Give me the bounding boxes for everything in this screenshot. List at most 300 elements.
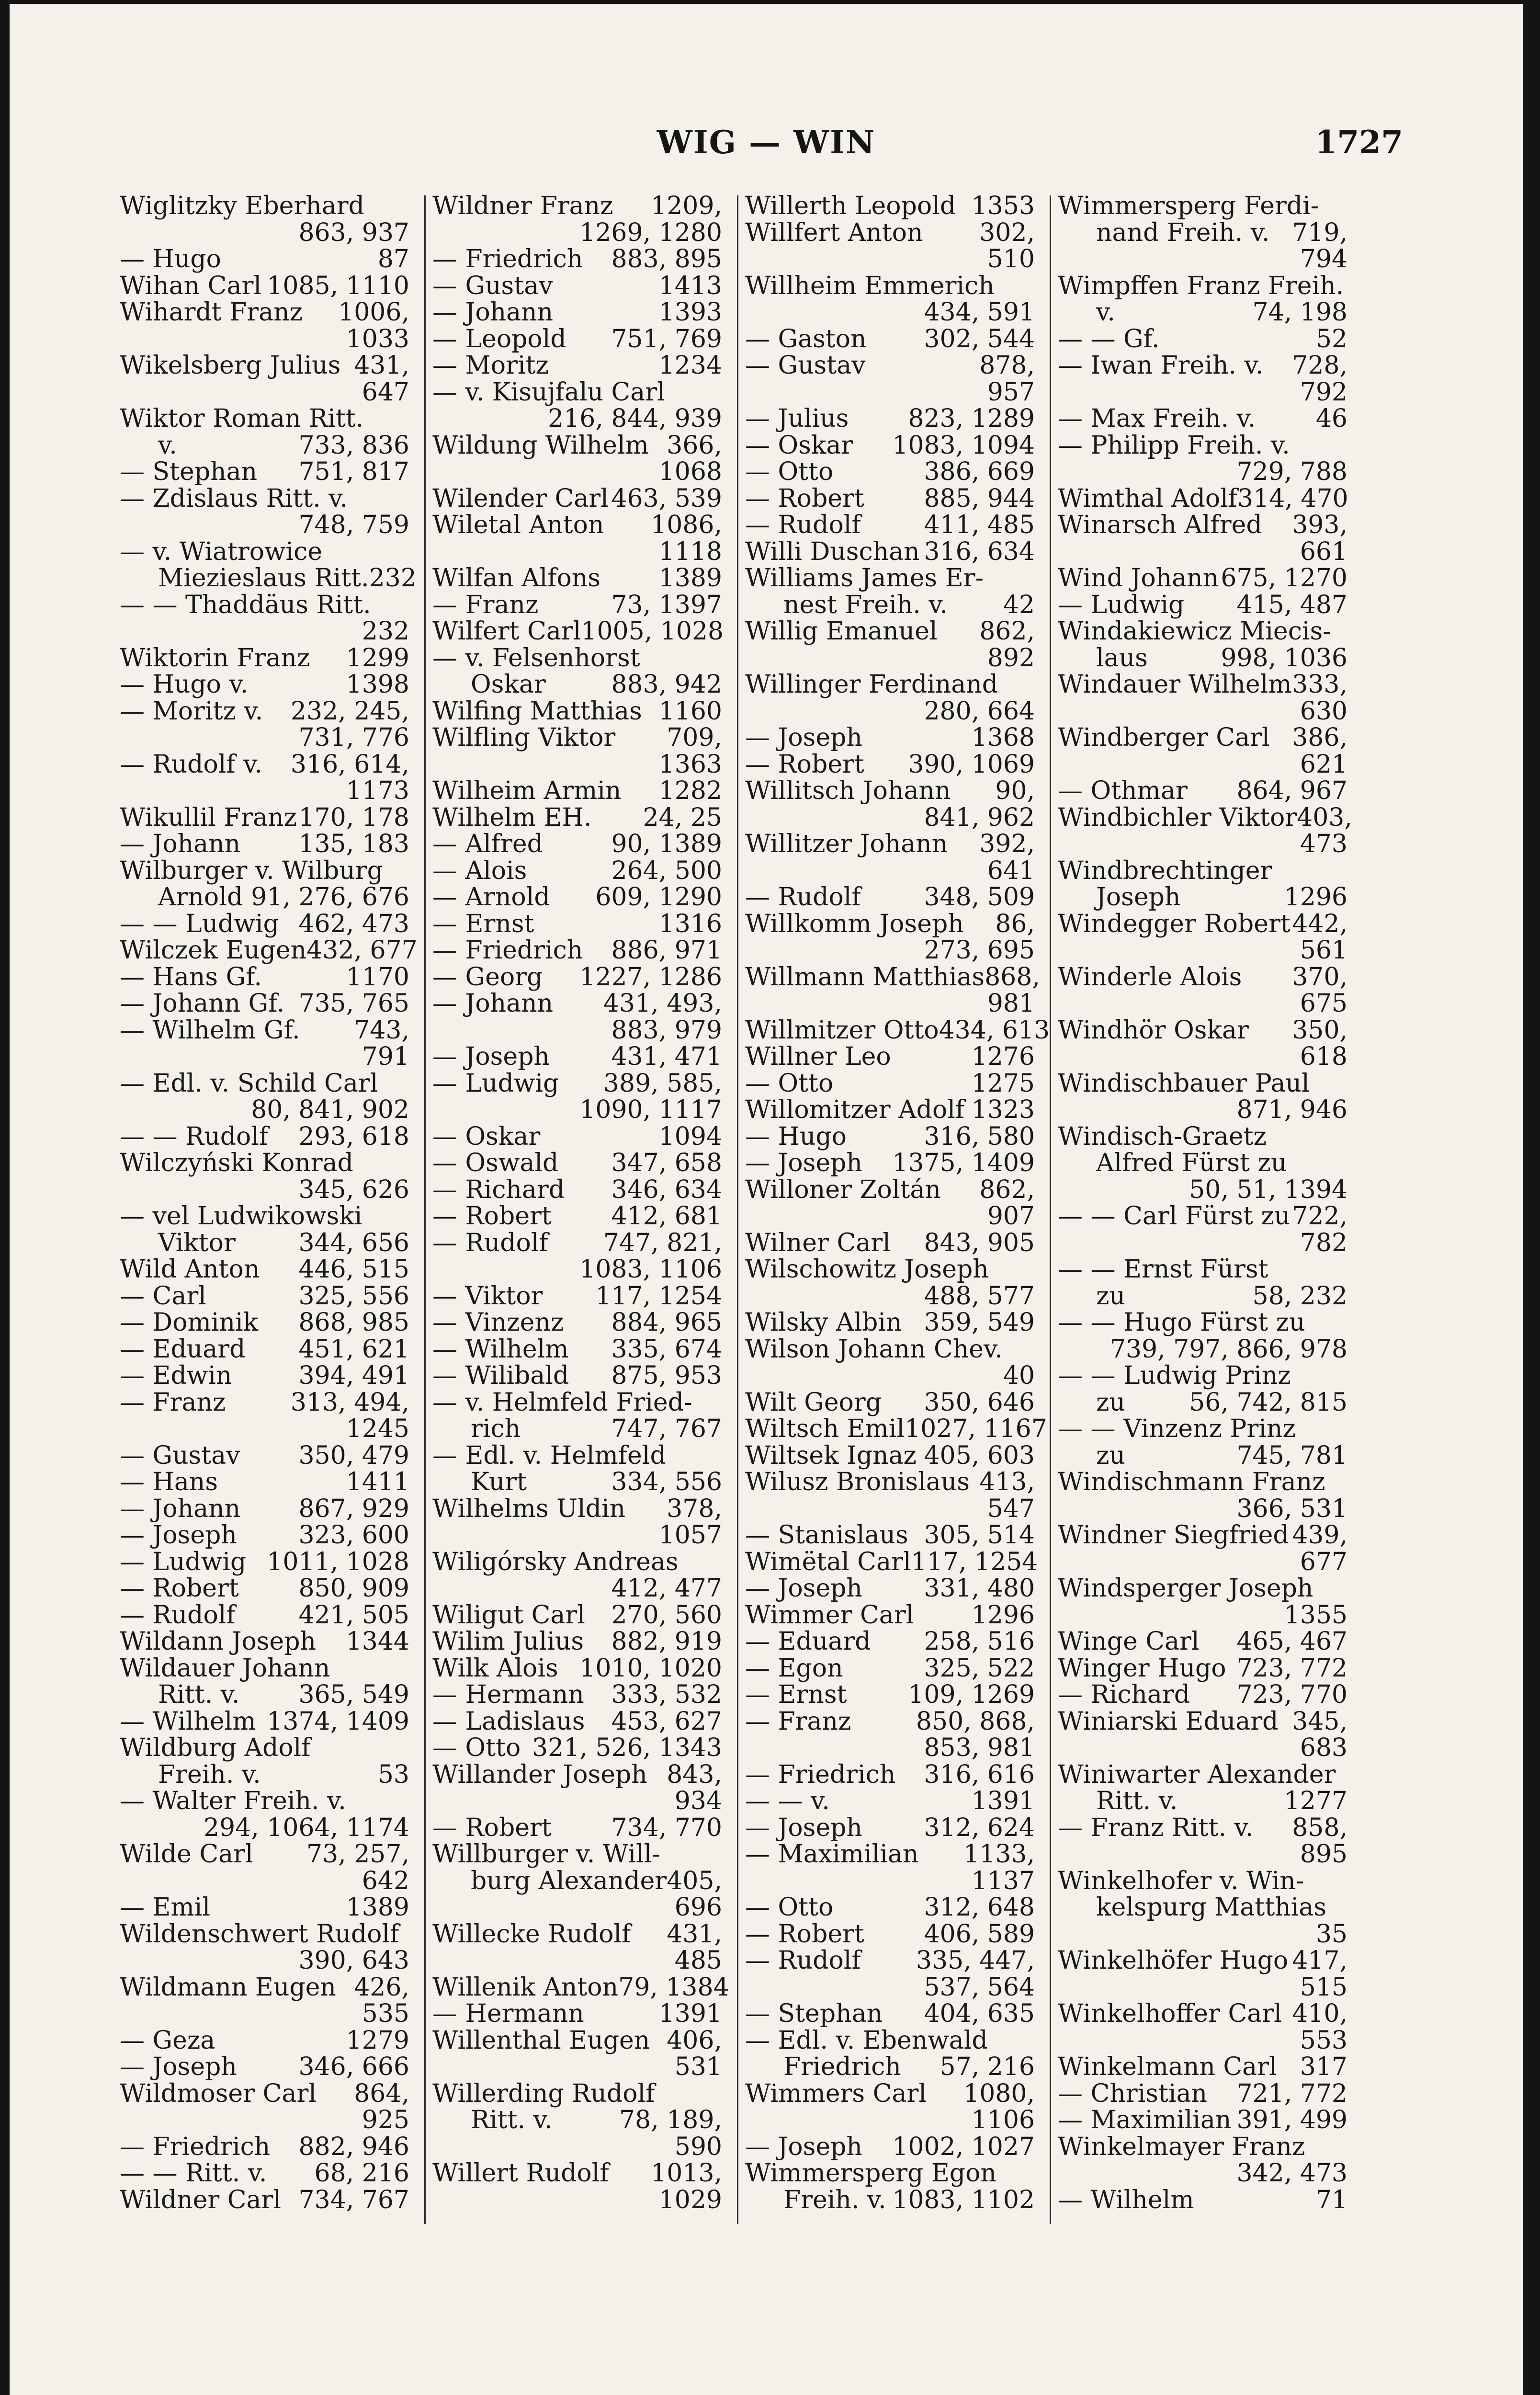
entry-page-refs: 907 (987, 1202, 1035, 1231)
index-entry-line (432, 884, 722, 911)
index-entry (1058, 911, 1348, 964)
entry-page-refs: 391, 499 (1236, 2106, 1348, 2134)
index-entry (745, 486, 1035, 513)
entry-name: Wimmers Carl (745, 2079, 927, 2108)
entry-page-refs: 317 (1300, 2053, 1348, 2081)
entry-page-refs: 78, 189, (619, 2106, 722, 2134)
entry-page-refs: 334, 556 (611, 1468, 722, 1496)
entry-page-refs: 531 (674, 2053, 722, 2081)
index-entry-line (745, 2134, 1035, 2161)
entry-name: Windner Siegfried (1058, 1521, 1289, 1550)
entry-page-refs: 1389 (346, 1893, 409, 1922)
index-entry-line (120, 2160, 409, 2187)
entry-name: Willmann Matthias (745, 962, 985, 992)
entry-name: — Wilibald (432, 1361, 569, 1390)
entry-page-refs: 394, 491 (298, 1361, 409, 1390)
entry-name: — Johann (432, 298, 554, 327)
index-entry-line (1058, 406, 1348, 433)
index-entry-line (1058, 778, 1348, 805)
index-entry (120, 1310, 409, 1336)
entry-page-refs: 216, 844, 939 (548, 404, 722, 433)
index-entry (745, 1015, 1050, 1045)
entry-page-refs: 853, 981 (924, 1734, 1035, 1762)
entry-name: — Wilhelm (1058, 2185, 1194, 2214)
index-entry-line: Windbrechtinger (1058, 856, 1272, 885)
index-entry (120, 1336, 409, 1363)
entry-name: Wilusz Bronislaus (745, 1468, 970, 1496)
entry-page-refs: 1137 (971, 1866, 1035, 1895)
entry-name: — Robert (745, 484, 864, 513)
entry-page-refs: 1133, (963, 1840, 1035, 1869)
index-entry (745, 1230, 1035, 1257)
index-entry-line (432, 1815, 722, 1842)
entry-page-refs: 1393 (658, 298, 722, 327)
entry-page-refs: 403, (1297, 803, 1352, 832)
entry-name: Willner Leo (745, 1042, 891, 1071)
index-entry-line (120, 831, 409, 858)
index-entry-line (120, 991, 409, 1017)
index-entry-line (1058, 1017, 1348, 1044)
index-entry-line: Wilczyński Konrad (120, 1149, 353, 1177)
entry-name: — Wilhelm (120, 1707, 256, 1736)
index-entry-line (120, 1549, 409, 1576)
entry-page-refs: 35 (1315, 1919, 1348, 1949)
entry-name: Willmitzer Otto (745, 1015, 939, 1045)
entry-name: Wiktorin Franz (120, 643, 310, 673)
index-entry (745, 539, 1035, 566)
index-entry-line (745, 1071, 1035, 1097)
entry-name: Willecke Rudolf (432, 1919, 631, 1949)
index-entry-line (745, 1310, 1035, 1336)
index-entry (120, 1841, 409, 1894)
entry-page-refs: 366, (667, 431, 722, 460)
entry-page-refs: 333, 532 (611, 1680, 722, 1709)
entry-page-refs: 421, 505 (298, 1600, 409, 1630)
entry-page-refs: 350, 479 (298, 1441, 409, 1470)
entry-page-refs: 365, 549 (298, 1680, 409, 1709)
index-entry-line (745, 1762, 1035, 1789)
entry-page-refs: 1269, 1280 (579, 218, 722, 247)
entry-name: v. (158, 431, 177, 460)
index-entry-line (1058, 725, 1348, 752)
index-entry (745, 1124, 1035, 1151)
index-entry (120, 1522, 409, 1549)
entry-name: — Alois (432, 856, 527, 885)
index-entry (1058, 512, 1348, 565)
index-entry (1058, 1017, 1348, 1071)
index-entry-line (432, 1177, 722, 1204)
index-entry (120, 406, 409, 459)
index-entry (432, 1602, 722, 1629)
entry-name: Wimmer Carl (745, 1600, 914, 1630)
entry-page-refs: 73, 257, (306, 1840, 409, 1869)
entry-page-refs: 609, 1290 (595, 883, 722, 912)
index-entry (1058, 1363, 1348, 1416)
index-entry (1058, 778, 1348, 805)
entry-page-refs: 1010, 1020 (579, 1654, 722, 1683)
index-entry (432, 353, 722, 379)
entry-page-refs: 1276 (971, 1042, 1035, 1071)
index-entry (745, 752, 1035, 778)
index-entry-line (432, 937, 722, 964)
index-entry (120, 2134, 409, 2161)
index-entry-line (432, 1762, 722, 1789)
entry-page-refs: 1170 (346, 962, 409, 992)
entry-name: — Gustav (120, 1441, 240, 1470)
entry-page-refs: 68, 216 (314, 2159, 409, 2188)
entry-page-refs: 462, 473 (298, 909, 409, 938)
entry-page-refs: 1160 (658, 696, 722, 726)
index-entry-line (120, 1336, 409, 1363)
index-entry-line (745, 1682, 1035, 1709)
index-entry (745, 512, 1035, 539)
entry-page-refs: 862, (979, 617, 1035, 646)
entry-page-refs: 56, 742, 815 (1189, 1388, 1348, 1417)
entry-page-refs: 885, 944 (924, 484, 1035, 513)
index-entry (1058, 2134, 1348, 2187)
index-entry-line (432, 1655, 722, 1682)
entry-page-refs: 1296 (971, 1600, 1035, 1630)
index-entry-line (120, 1974, 409, 2001)
entry-name: — Joseph (745, 2132, 862, 2161)
index-entry-line: Windischmann Franz (1058, 1468, 1325, 1496)
entry-name: Windberger Carl (1058, 723, 1270, 752)
index-entry (745, 618, 1035, 672)
entry-name: Joseph (1096, 883, 1181, 912)
index-column-4 (1058, 192, 1352, 2214)
index-entry (120, 1390, 409, 1443)
index-entry-line (745, 1230, 1035, 1257)
index-entry (1058, 803, 1352, 858)
entry-name: Willi Duschan (745, 537, 920, 566)
index-entry-line (120, 1709, 409, 1735)
index-entry-line: Wilson Johann Chev. (745, 1334, 1003, 1364)
index-entry-line (1058, 299, 1348, 326)
entry-name: — — Rudolf (120, 1122, 269, 1151)
index-entry-line: — v. Wiatrowice (120, 537, 323, 566)
entry-name: Wilheim Armin (432, 776, 622, 805)
entry-page-refs: 417, (1292, 1946, 1348, 1975)
entry-page-refs: 344, 656 (298, 1228, 409, 1257)
entry-name: Winger Hugo (1058, 1654, 1226, 1683)
index-entry-line (1058, 645, 1348, 672)
index-entry (1058, 1310, 1348, 1363)
index-entry-line (432, 1496, 722, 1523)
index-entry (432, 1283, 722, 1310)
index-entry-line (745, 459, 1035, 486)
index-entry-line (120, 459, 409, 486)
entry-page-refs: 510 (987, 245, 1035, 274)
entry-page-refs: 884, 965 (611, 1308, 722, 1337)
index-entry (1058, 1416, 1348, 1469)
entry-page-refs: 1374, 1409 (267, 1707, 409, 1736)
entry-page-refs: 729, 788 (1236, 457, 1348, 486)
index-entry-line: Windsperger Joseph (1058, 1574, 1314, 1603)
index-entry-line (432, 831, 722, 858)
index-entry (120, 273, 409, 300)
index-entry-line (120, 1602, 409, 1629)
entry-page-refs: 316, 580 (924, 1122, 1035, 1151)
entry-page-refs: 378, (667, 1494, 722, 1523)
index-entry (745, 565, 1035, 618)
entry-page-refs: 390, 1069 (908, 750, 1035, 779)
index-entry (745, 1629, 1035, 1655)
entry-page-refs: 743, (354, 1015, 409, 1045)
index-entry (745, 1097, 1035, 1124)
entry-name: — Othmar (1058, 776, 1188, 805)
index-entry-line: Alfred Fürst zu (1096, 1149, 1287, 1177)
index-entry-line: Wimmersperg Egon (745, 2159, 996, 2188)
index-entry (432, 246, 722, 273)
index-entry (432, 911, 722, 938)
entry-page-refs: 723, 772 (1236, 1654, 1348, 1683)
index-entry (745, 1071, 1035, 1097)
index-entry-line (432, 1973, 729, 2002)
entry-page-refs: 390, 643 (298, 1946, 409, 1975)
entry-page-refs: 850, 868, (916, 1707, 1035, 1736)
entry-page-refs: 1368 (971, 723, 1035, 752)
entry-page-refs: 453, 627 (611, 1707, 722, 1736)
entry-page-refs: 109, 1269 (908, 1680, 1035, 1709)
entry-page-refs: 302, 544 (924, 324, 1035, 354)
entry-page-refs: 73, 1397 (611, 590, 722, 619)
index-entry-line (432, 1310, 722, 1336)
entry-page-refs: 323, 600 (298, 1521, 409, 1550)
index-entry-line: Windischbauer Paul (1058, 1069, 1310, 1098)
entry-name: Winarsch Alfred (1058, 511, 1262, 539)
entry-page-refs: 50, 51, 1394 (1189, 1175, 1348, 1204)
entry-page-refs: 90, 1389 (611, 830, 722, 858)
index-entry (1058, 2001, 1348, 2054)
entry-name: Willomitzer Adolf (745, 1095, 965, 1124)
entry-page-refs: 86, (995, 909, 1035, 938)
index-entry (432, 1150, 722, 1177)
entry-page-refs: 1279 (346, 2026, 409, 2055)
entry-page-refs: 641 (987, 856, 1035, 885)
index-entry-line (745, 1443, 1035, 1470)
entry-page-refs: 350, 646 (924, 1388, 1035, 1417)
entry-name: Willoner Zoltán (745, 1175, 941, 1204)
index-entry-line (120, 964, 409, 991)
index-entry-line (120, 698, 409, 725)
index-entry-line (1058, 1283, 1348, 1310)
index-entry (120, 1735, 409, 1788)
index-entry (745, 433, 1035, 459)
index-entry (745, 1443, 1035, 1470)
index-entry (1058, 672, 1348, 725)
entry-name: — Leopold (432, 324, 566, 354)
entry-name: — Otto (745, 1069, 834, 1098)
entry-name: nest Freih. v. (783, 590, 948, 619)
entry-name: — Julius (745, 404, 849, 433)
entry-page-refs: 1083, 1094 (892, 431, 1035, 460)
entry-page-refs: 312, 648 (924, 1893, 1035, 1922)
index-entry-line: Wilburger v. Wilburg (120, 856, 383, 885)
index-entry (432, 645, 722, 698)
index-entry-line (745, 1390, 1035, 1416)
entry-page-refs: 431, 471 (611, 1042, 722, 1071)
index-entry-line: Willerding Rudolf (432, 2079, 655, 2108)
entry-name: zu (1096, 1388, 1125, 1417)
entry-name: Wilsky Albin (745, 1308, 902, 1337)
index-entry (745, 220, 1035, 273)
index-entry-line (1058, 1682, 1348, 1709)
index-entry (432, 326, 722, 353)
index-entry-line (1058, 1390, 1348, 1416)
index-entry-line (120, 1894, 409, 1921)
index-entry-line (120, 246, 409, 273)
index-entry-line (745, 618, 1035, 645)
entry-page-refs: 431, (667, 1919, 722, 1949)
index-entry-line (120, 1762, 409, 1789)
index-entry (745, 1336, 1035, 1390)
entry-name: — Max Freih. v. (1058, 404, 1256, 433)
index-entry (432, 884, 722, 911)
entry-page-refs: 871, 946 (1236, 1095, 1348, 1124)
entry-page-refs: 792 (1300, 377, 1348, 407)
index-entry (432, 1762, 722, 1815)
index-entry (745, 1948, 1035, 2001)
index-entry-line (1058, 911, 1348, 938)
index-entry (432, 433, 722, 486)
index-entry (745, 1522, 1035, 1549)
index-entry-line: Wiktor Roman Ritt. (120, 404, 364, 433)
index-entry (1058, 2081, 1348, 2108)
index-entry (745, 1709, 1035, 1762)
entry-page-refs: 1391 (971, 1787, 1035, 1815)
index-entry-line (432, 2028, 722, 2054)
entry-name: rich (471, 1414, 521, 1443)
entry-page-refs: 325, 556 (298, 1281, 409, 1311)
index-entry (745, 1682, 1035, 1709)
entry-name: — — Gf. (1058, 324, 1160, 354)
entry-page-refs: 389, 585, (603, 1069, 722, 1098)
entry-name: — Ladislaus (432, 1707, 585, 1736)
entry-page-refs: 405, 603 (924, 1441, 1035, 1470)
entry-page-refs: 348, 509 (924, 883, 1035, 912)
index-entry (432, 486, 722, 513)
entry-page-refs: 335, 447, (916, 1946, 1035, 1975)
index-entry-line (1058, 803, 1352, 832)
index-entry (120, 1974, 409, 2028)
index-entry (745, 1788, 1035, 1815)
entry-page-refs: 998, 1036 (1221, 643, 1348, 673)
entry-name: Winkelmann Carl (1058, 2053, 1277, 2081)
entry-page-refs: 841, 962 (924, 803, 1035, 832)
index-entry-line: Wildburg Adolf (120, 1734, 311, 1762)
index-entry-line (1058, 964, 1348, 991)
entry-page-refs: 316, 634 (924, 537, 1035, 566)
entry-page-refs: 1234 (658, 351, 722, 380)
index-entry (1058, 193, 1348, 273)
entry-page-refs: 117, 1254 (595, 1281, 722, 1311)
entry-page-refs: 346, 634 (611, 1175, 722, 1204)
index-entry-line (1058, 2081, 1348, 2108)
entry-page-refs: 1106 (971, 2106, 1035, 2134)
index-entry-line (745, 1602, 1035, 1629)
entry-page-refs: 313, 494, (290, 1388, 409, 1417)
index-entry (745, 1044, 1035, 1071)
entry-name: Arnold (158, 883, 243, 912)
entry-name: Willenthal Eugen (432, 2026, 650, 2055)
index-column-3 (745, 192, 1050, 2214)
entry-name: — Hermann (432, 1999, 584, 2028)
index-entry (1058, 2107, 1348, 2134)
index-entry-line (745, 778, 1035, 805)
index-entry (745, 962, 1040, 1018)
index-entry (745, 1894, 1035, 1921)
index-entry (120, 1124, 409, 1151)
index-entry (745, 1414, 1047, 1443)
index-entry (432, 273, 722, 300)
index-entry (1058, 1709, 1348, 1762)
index-entry-line (120, 1124, 409, 1151)
entry-page-refs: 314, 470 (1237, 484, 1348, 513)
index-entry (432, 778, 722, 805)
index-entry (745, 2028, 1035, 2081)
entry-name: Wiligut Carl (432, 1600, 585, 1630)
entry-page-refs: 843, (667, 1760, 722, 1789)
entry-page-refs: 782 (1300, 1228, 1348, 1257)
entry-name: — — Ludwig (120, 909, 279, 938)
index-entry (745, 831, 1035, 884)
index-entry (432, 964, 722, 991)
index-entry (745, 406, 1035, 433)
index-entry (120, 698, 409, 752)
index-entry (120, 193, 409, 246)
index-entry (120, 537, 417, 593)
index-entry (120, 1602, 409, 1629)
index-entry (1058, 1124, 1348, 1204)
index-entry-line (745, 1414, 1047, 1443)
index-entry-line (745, 1709, 1035, 1735)
entry-page-refs: 404, 635 (924, 1999, 1035, 2028)
entry-page-refs: 347, 658 (611, 1149, 722, 1177)
entry-page-refs: 719, (1292, 218, 1348, 247)
index-entry-line: — v. Helmfeld Fried- (432, 1388, 692, 1417)
index-entry-line (1058, 1788, 1348, 1815)
entry-page-refs: 273, 695 (924, 936, 1035, 965)
index-entry-line (432, 1230, 722, 1257)
index-entry-line (745, 1015, 1050, 1045)
entry-page-refs: 232, 245, (290, 696, 409, 726)
index-entry (745, 1256, 1035, 1310)
entry-page-refs: 1086, (651, 511, 722, 539)
entry-page-refs: 747, 821, (603, 1228, 722, 1257)
index-entry-line: Windakiewicz Miecis- (1058, 617, 1331, 646)
entry-name: — Johann Gf. (120, 989, 285, 1018)
index-entry-line (432, 1682, 722, 1709)
index-entry-line: Willinger Ferdinand (745, 670, 998, 699)
index-entry-line (745, 1124, 1035, 1151)
entry-page-refs: 488, 577 (924, 1281, 1035, 1311)
entry-page-refs: 413, (979, 1468, 1035, 1496)
index-entry-line (432, 1150, 722, 1177)
index-entry (1058, 1522, 1348, 1575)
entry-name: — Rudolf (745, 1946, 861, 1975)
entry-name: — Wilhelm (432, 1334, 569, 1364)
index-entry-line (432, 805, 722, 832)
entry-page-refs: 305, 514 (924, 1521, 1035, 1550)
index-entry (745, 1575, 1035, 1602)
index-entry (432, 1973, 729, 2002)
index-entry (432, 1629, 722, 1655)
entry-page-refs: 723, 770 (1236, 1680, 1348, 1709)
entry-name: Willig Emanuel (745, 617, 938, 646)
index-entry-line (432, 1602, 722, 1629)
index-entry-line (745, 512, 1035, 539)
index-entry-line (120, 1522, 409, 1549)
